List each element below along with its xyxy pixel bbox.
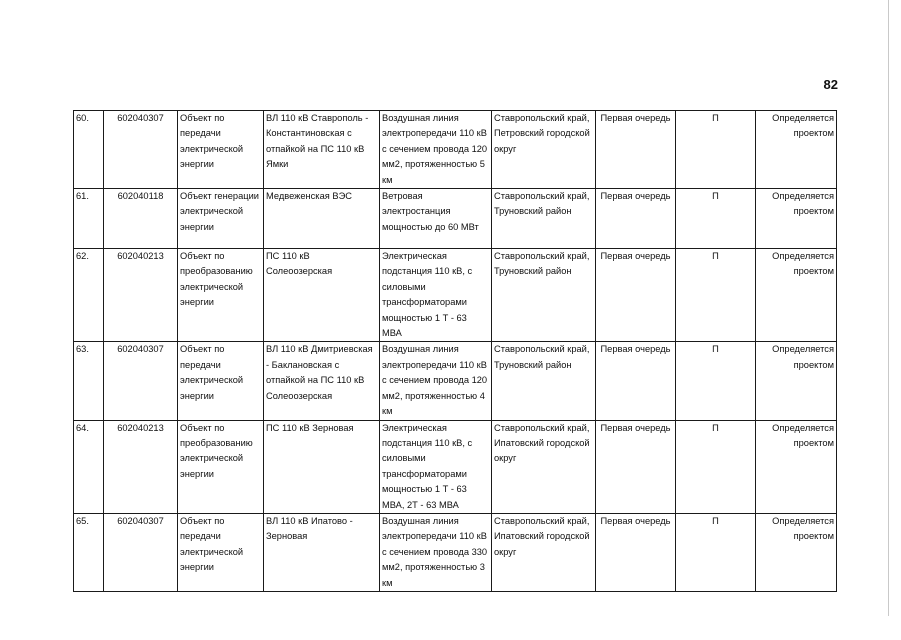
- table-row: [74, 420, 837, 513]
- table-row: [74, 249, 837, 342]
- row-number: 65.: [74, 513, 104, 591]
- object-location: Ставропольский край, Труновский район: [492, 189, 596, 249]
- object-location: Ставропольский край, Ипатовский городской округ: [492, 420, 596, 513]
- table-row: [74, 342, 837, 420]
- table-row: [74, 513, 837, 591]
- object-status: П: [676, 189, 756, 249]
- object-note: Определяется проектом: [756, 189, 837, 249]
- object-type: Объект по передачи электрической энергии: [178, 342, 264, 420]
- object-note: Определяется проектом: [756, 420, 837, 513]
- object-code: 602040307: [104, 111, 178, 189]
- object-note: Определяется проектом: [756, 249, 837, 342]
- table-row: [74, 111, 837, 189]
- object-type: Объект генерации электрической энергии: [178, 189, 264, 249]
- object-code: 602040118: [104, 189, 178, 249]
- object-stage: Первая очередь: [596, 249, 676, 342]
- object-code: 602040213: [104, 249, 178, 342]
- object-location: Ставропольский край, Петровский городской округ: [492, 111, 596, 189]
- object-description: Воздушная линия электропередачи 110 кВ с сечением провода 330 мм2, протяженностью 3 км: [380, 513, 492, 591]
- object-location: Ставропольский край, Труновский район: [492, 342, 596, 420]
- object-type: Объект по преобразованию электрической энергии: [178, 249, 264, 342]
- object-code: 602040307: [104, 342, 178, 420]
- object-status: П: [676, 342, 756, 420]
- page-number: 82: [823, 77, 838, 92]
- row-number: 60.: [74, 111, 104, 189]
- object-description: Электрическая подстанция 110 кВ, с силовыми трансформаторами мощностью 1 Т - 63 МВА, 2Т - 63 МВА: [380, 420, 492, 513]
- object-note: Определяется проектом: [756, 111, 837, 189]
- object-stage: Первая очередь: [596, 111, 676, 189]
- object-name: ВЛ 110 кВ Ставрополь - Константиновская с отпайкой на ПС 110 кВ Ямки: [264, 111, 380, 189]
- object-description: Воздушная линия электропередачи 110 кВ с сечением провода 120 мм2, протяженностью 4 км: [380, 342, 492, 420]
- object-code: 602040213: [104, 420, 178, 513]
- object-code: 602040307: [104, 513, 178, 591]
- object-status: П: [676, 111, 756, 189]
- object-name: ПС 110 кВ Солеоозерская: [264, 249, 380, 342]
- object-description: Воздушная линия электропередачи 110 кВ с сечением провода 120 мм2, протяженностью 5 км: [380, 111, 492, 189]
- object-location: Ставропольский край, Ипатовский городской округ: [492, 513, 596, 591]
- object-status: П: [676, 249, 756, 342]
- objects-table-body: [74, 111, 837, 592]
- object-stage: Первая очередь: [596, 342, 676, 420]
- object-status: П: [676, 420, 756, 513]
- object-stage: Первая очередь: [596, 513, 676, 591]
- object-status: П: [676, 513, 756, 591]
- object-name: Медвеженская ВЭС: [264, 189, 380, 249]
- table-row: [74, 189, 837, 249]
- object-name: ВЛ 110 кВ Ипатово - Зерновая: [264, 513, 380, 591]
- objects-table: [73, 110, 837, 592]
- object-name: ВЛ 110 кВ Дмитриевская - Баклановская с отпайкой на ПС 110 кВ Солеоозерская: [264, 342, 380, 420]
- object-location: Ставропольский край, Труновский район: [492, 249, 596, 342]
- row-number: 64.: [74, 420, 104, 513]
- object-type: Объект по передачи электрической энергии: [178, 513, 264, 591]
- row-number: 62.: [74, 249, 104, 342]
- object-type: Объект по преобразованию электрической энергии: [178, 420, 264, 513]
- object-stage: Первая очередь: [596, 420, 676, 513]
- object-description: Электрическая подстанция 110 кВ, с силовыми трансформаторами мощностью 1 Т - 63 МВА: [380, 249, 492, 342]
- object-type: Объект по передачи электрической энергии: [178, 111, 264, 189]
- object-description: Ветровая электростанция мощностью до 60 МВт: [380, 189, 492, 249]
- object-note: Определяется проектом: [756, 342, 837, 420]
- object-name: ПС 110 кВ Зерновая: [264, 420, 380, 513]
- object-stage: Первая очередь: [596, 189, 676, 249]
- row-number: 63.: [74, 342, 104, 420]
- page-edge-line: [888, 0, 889, 616]
- row-number: 61.: [74, 189, 104, 249]
- object-note: Определяется проектом: [756, 513, 837, 591]
